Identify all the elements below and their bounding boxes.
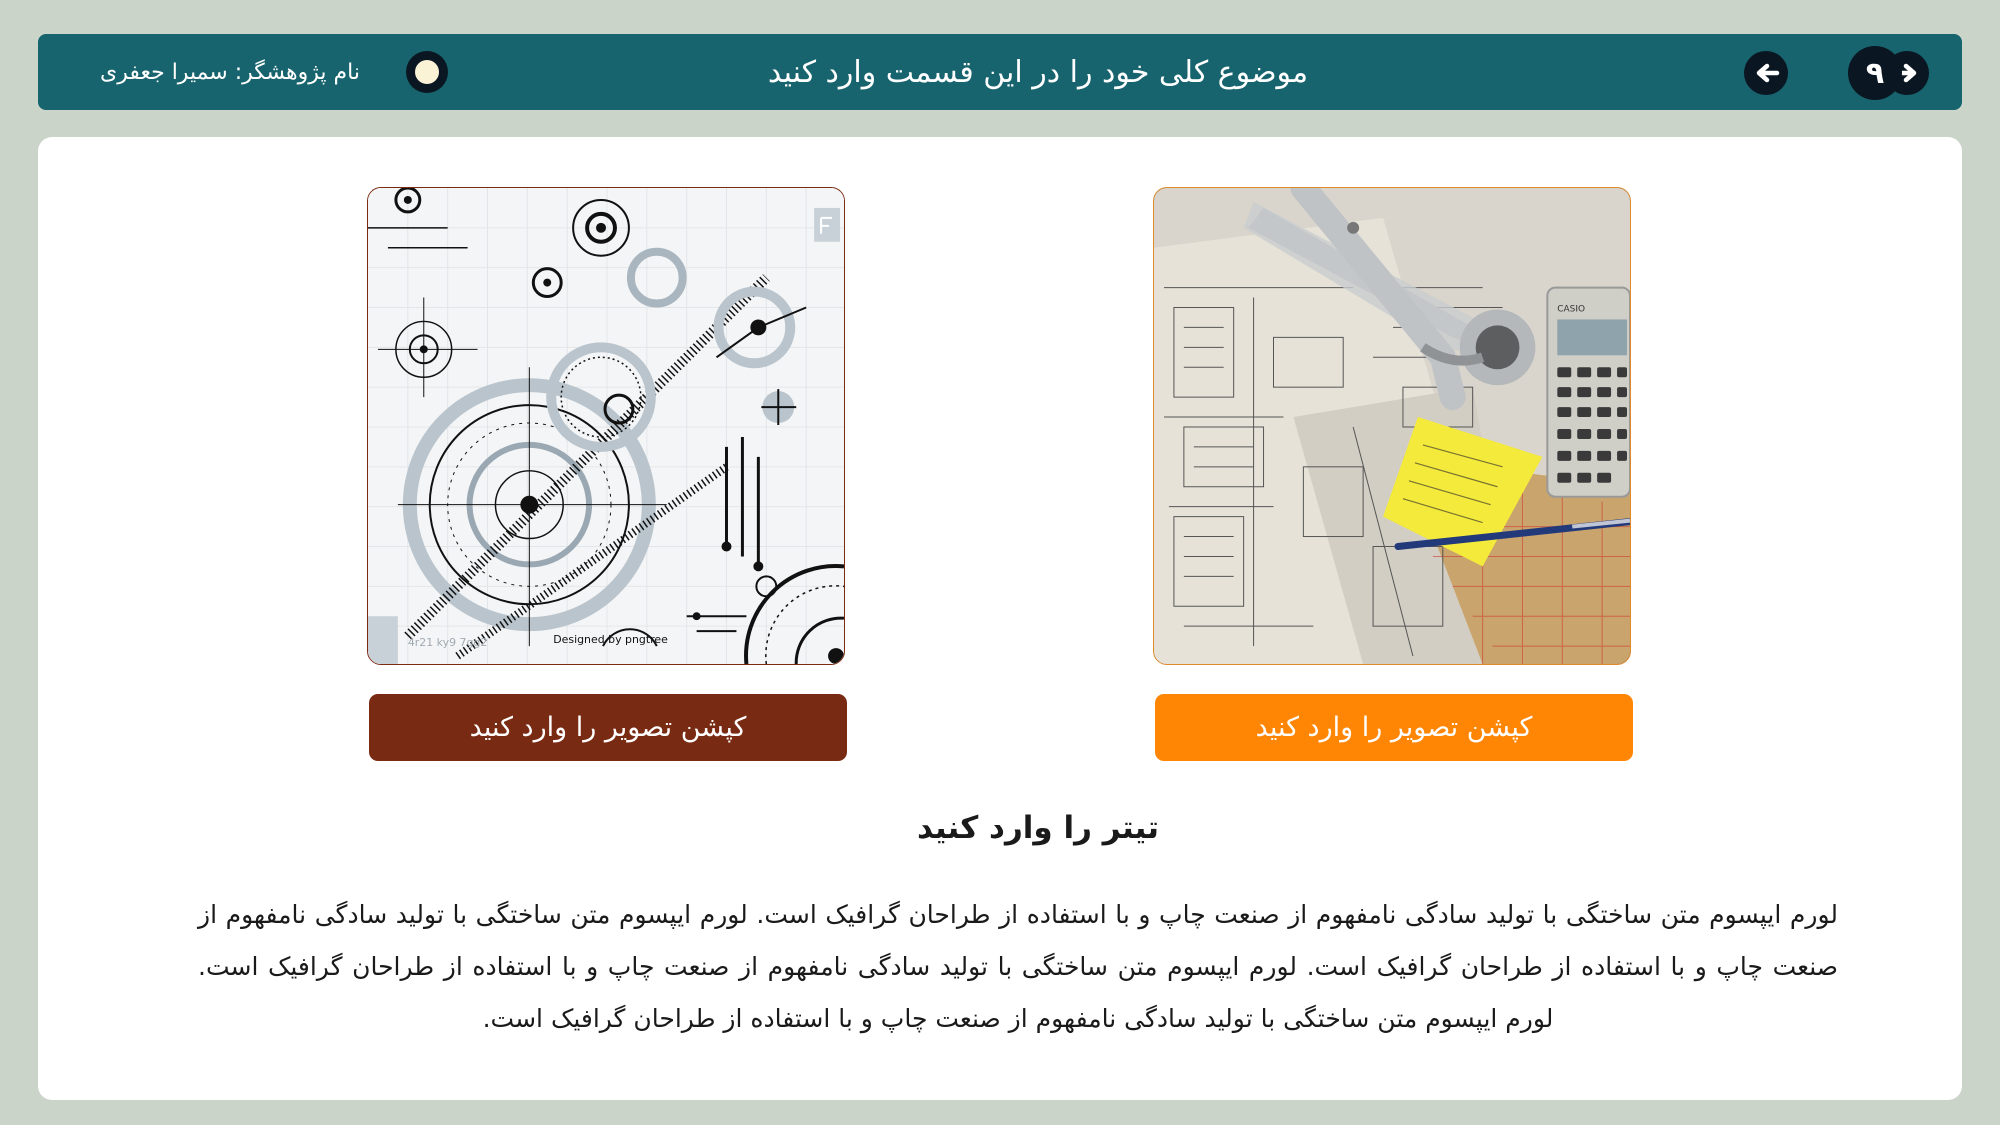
header-bar [38,34,1962,110]
page-number: ۹ [1848,46,1902,100]
researcher-name: نام پژوهشگر: سمیرا جعفری [100,59,360,85]
theme-toggle[interactable] [406,51,448,93]
content-card [38,137,1962,1100]
engineering-photo-image [1154,188,1630,664]
caption-left[interactable]: کپشن تصویر را وارد کنید [369,694,847,761]
calculator-brand: CASIO [1557,304,1586,315]
svg-text:4r21 ky9 7gg2: 4r21 ky9 7gg2 [407,636,488,650]
arrow-left-icon [1751,58,1781,88]
body-paragraph: لورم ایپسوم متن ساختگی با تولید سادگی نامفهوم از صنعت چاپ و با استفاده از طراحان گرافیک است. لورم ایپسوم متن ساختگی با تولید سادگی نامفهوم از صنعت چاپ و با استفاده از طراحان گرافیک است. لورم ایپسوم متن ساختگی با تولید سادگی نامفهوم از صنعت چاپ و با استفاده از طراحان گرافیک است. لورم ایپسوم متن ساختگی با تولید سادگی نامفهوم از صنعت چاپ و با استفاده از طراحان گرافیک است. [198,900,1838,1033]
figure-technical-drawing [367,187,845,665]
pngtree-watermark: Designed by pngtree [553,633,668,647]
previous-button[interactable] [1744,51,1788,95]
section-title: تیتر را وارد کنید [917,810,1159,846]
caption-right[interactable]: کپشن تصویر را وارد کنید [1155,694,1633,761]
page-title: موضوع کلی خود را در این قسمت وارد کنید [767,54,1309,90]
technical-drawing-image [368,188,844,664]
figure-engineering-photo [1153,187,1631,665]
moon-icon [415,60,439,84]
